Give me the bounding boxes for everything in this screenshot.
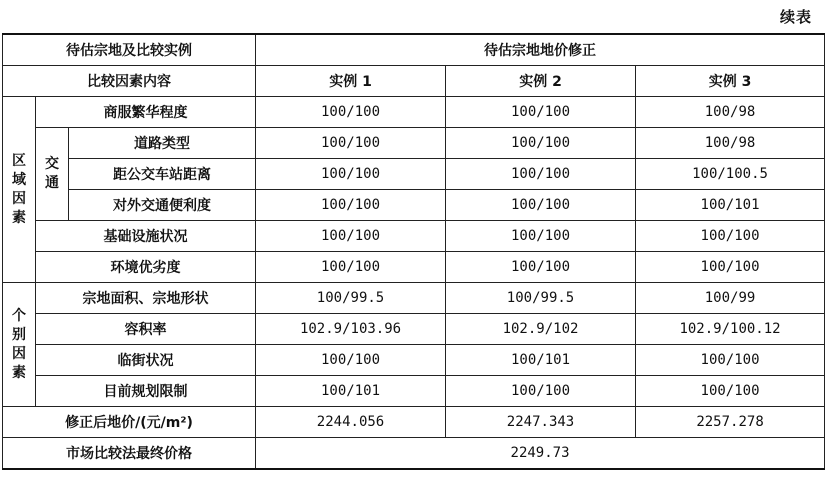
cell-area-shape-1: 100/99.5 — [256, 283, 446, 314]
cell-final-price: 2249.73 — [256, 438, 825, 470]
cell-area-shape-2: 100/99.5 — [446, 283, 636, 314]
cell-plot-ratio-1: 102.9/103.96 — [256, 314, 446, 345]
row-label-bus-distance: 距公交车站距离 — [69, 159, 256, 190]
table-row — [3, 190, 825, 221]
cell-environment-2: 100/100 — [446, 252, 636, 283]
group-regional-factors: 区 域 因 素 — [3, 97, 36, 283]
table-row — [3, 221, 825, 252]
row-label-street: 临街状况 — [36, 345, 256, 376]
header-row-1 — [3, 34, 825, 66]
header-subject-cases: 待估宗地及比较实例 — [3, 34, 256, 66]
cell-planning-2: 100/100 — [446, 376, 636, 407]
cell-area-shape-3: 100/99 — [636, 283, 825, 314]
group-transport: 交 通 — [36, 128, 69, 221]
cell-bus-distance-1: 100/100 — [256, 159, 446, 190]
header-case-3: 实例 3 — [636, 66, 825, 97]
cell-corrected-price-2: 2247.343 — [446, 407, 636, 438]
row-label-planning: 目前规划限制 — [36, 376, 256, 407]
cell-road-type-2: 100/100 — [446, 128, 636, 159]
cell-environment-3: 100/100 — [636, 252, 825, 283]
header-case-1: 实例 1 — [256, 66, 446, 97]
cell-external-transport-1: 100/100 — [256, 190, 446, 221]
header-case-2: 实例 2 — [446, 66, 636, 97]
header-price-correction: 待估宗地地价修正 — [256, 34, 825, 66]
cell-bus-distance-2: 100/100 — [446, 159, 636, 190]
table-row — [3, 345, 825, 376]
header-row-2 — [3, 66, 825, 97]
cell-corrected-price-1: 2244.056 — [256, 407, 446, 438]
row-label-road-type: 道路类型 — [69, 128, 256, 159]
table-caption: 续表 — [779, 8, 812, 26]
cell-planning-3: 100/100 — [636, 376, 825, 407]
cell-commercial-1: 100/100 — [256, 97, 446, 128]
cell-planning-1: 100/101 — [256, 376, 446, 407]
cell-street-3: 100/100 — [636, 345, 825, 376]
cell-plot-ratio-3: 102.9/100.12 — [636, 314, 825, 345]
cell-road-type-3: 100/98 — [636, 128, 825, 159]
group-individual-factors: 个 别 因 素 — [3, 283, 36, 407]
cell-external-transport-3: 100/101 — [636, 190, 825, 221]
table-row — [3, 159, 825, 190]
table-row — [3, 128, 825, 159]
row-label-environment: 环境优劣度 — [36, 252, 256, 283]
row-label-external-transport: 对外交通便利度 — [69, 190, 256, 221]
cell-infrastructure-3: 100/100 — [636, 221, 825, 252]
cell-plot-ratio-2: 102.9/102 — [446, 314, 636, 345]
row-label-commercial: 商服繁华程度 — [36, 97, 256, 128]
header-factor-content: 比较因素内容 — [3, 66, 256, 97]
cell-infrastructure-1: 100/100 — [256, 221, 446, 252]
cell-bus-distance-3: 100/100.5 — [636, 159, 825, 190]
cell-street-1: 100/100 — [256, 345, 446, 376]
cell-infrastructure-2: 100/100 — [446, 221, 636, 252]
table-row — [3, 283, 825, 314]
cell-street-2: 100/101 — [446, 345, 636, 376]
row-label-final-price: 市场比较法最终价格 — [3, 438, 256, 470]
table-row — [3, 376, 825, 407]
row-label-plot-ratio: 容积率 — [36, 314, 256, 345]
cell-environment-1: 100/100 — [256, 252, 446, 283]
table-row-final-price — [3, 438, 825, 470]
cell-commercial-2: 100/100 — [446, 97, 636, 128]
cell-commercial-3: 100/98 — [636, 97, 825, 128]
table-row — [3, 252, 825, 283]
table-row-corrected-price — [3, 407, 825, 438]
cell-external-transport-2: 100/100 — [446, 190, 636, 221]
cell-road-type-1: 100/100 — [256, 128, 446, 159]
land-price-correction-table — [2, 33, 825, 470]
row-label-infrastructure: 基础设施状况 — [36, 221, 256, 252]
cell-corrected-price-3: 2257.278 — [636, 407, 825, 438]
table-row — [3, 97, 825, 128]
table-row — [3, 314, 825, 345]
row-label-area-shape: 宗地面积、宗地形状 — [36, 283, 256, 314]
row-label-corrected-price: 修正后地价/(元/m²) — [3, 407, 256, 438]
